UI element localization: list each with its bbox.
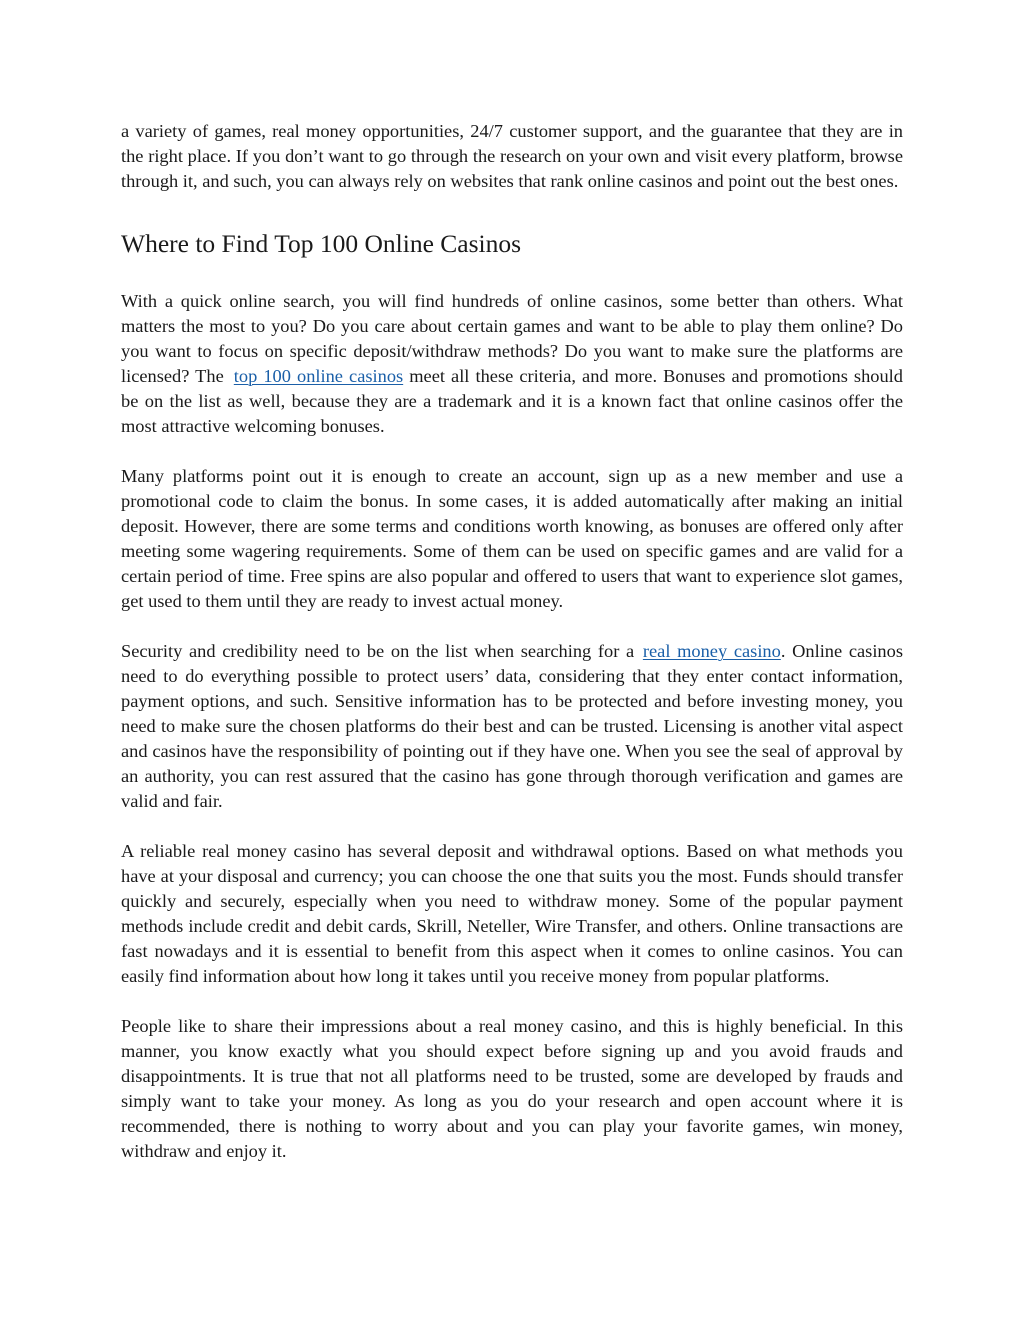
top-100-online-casinos-link[interactable]: top 100 online casinos: [233, 366, 404, 386]
paragraph-top-casinos-text-before: With a quick online search, you will find hundreds of online casinos, some better than others. What matters the most to you? Do you care about certain games and want to be able to play them online? Do you want to focus on specific deposit/withdraw methods? Do you want to make sure the platforms are licensed? The: [121, 291, 903, 386]
paragraph-reviews: [121, 1014, 903, 1164]
section-heading-wrap: [121, 229, 903, 259]
paragraph-bonuses: [121, 464, 903, 614]
real-money-casino-link[interactable]: real money casino: [642, 641, 781, 661]
paragraph-reviews-text: People like to share their impressions about a real money casino, and this is highly beneficial. In this manner, you know exactly what you should expect before signing up and you avoid frauds and disappointments. It is true that not all platforms need to be trusted, some are developed by frauds and simply want to take your money. As long as you do your research and open account where it is recommended, there is nothing to worry about and you can play your favorite games, win money, withdraw and enjoy it.: [121, 1016, 903, 1161]
paragraph-security: [121, 639, 903, 814]
paragraph-bonuses-text: Many platforms point out it is enough to create an account, sign up as a new member and use a promotional code to claim the bonus. In some cases, it is added automatically after making an initial deposit. However, there are some terms and conditions worth knowing, as bonuses are offered only after meeting some wagering requirements. Some of them can be used on specific games and are valid for a certain period of time. Free spins are also popular and offered to users that want to experience slot games, get used to them until they are ready to invest actual money.: [121, 466, 903, 611]
paragraph-payments-text: A reliable real money casino has several deposit and withdrawal options. Based on what methods you have at your disposal and currency; you can choose the one that suits you the most. Funds should transfer quickly and securely, especially when you need to withdraw money. Some of the popular payment methods include credit and debit cards, Skrill, Neteller, Wire Transfer, and others. Online transactions are fast nowadays and it is essential to benefit from this aspect when it comes to online casinos. You can easily find information about how long it takes until you receive money from popular platforms.: [121, 841, 903, 986]
paragraph-security-text-after: . Online casinos need to do everything possible to protect users’ data, considering that they enter contact information, payment options, and such. Sensitive information has to be protected and before investing money, you need to make sure the chosen platforms do their best and can be trusted. Licensing is another vital aspect and casinos have the responsibility of pointing out if they have one. When you see the seal of approval by an authority, you can rest assured that the casino has gone through thorough verification and games are valid and fair.: [121, 641, 903, 811]
paragraph-top-casinos-text-after: meet all these criteria, and more. Bonuses and promotions should be on the list as well, because they are a trademark and it is a known fact that online casinos offer the most attractive welcoming bonuses.: [121, 366, 903, 436]
intro-paragraph: [121, 119, 903, 194]
section-heading: Where to Find Top 100 Online Casinos: [121, 229, 522, 258]
paragraph-payments: [121, 839, 903, 989]
intro-text: a variety of games, real money opportunities, 24/7 customer support, and the guarantee that they are in the right place. If you don’t want to go through the research on your own and visit every platform, browse through it, and such, you can always rely on websites that rank online casinos and point out the best ones.: [121, 121, 903, 191]
paragraph-security-text-before: Security and credibility need to be on the list when searching for a: [121, 641, 641, 661]
document-page: [121, 119, 903, 1164]
paragraph-top-casinos: [121, 289, 903, 439]
